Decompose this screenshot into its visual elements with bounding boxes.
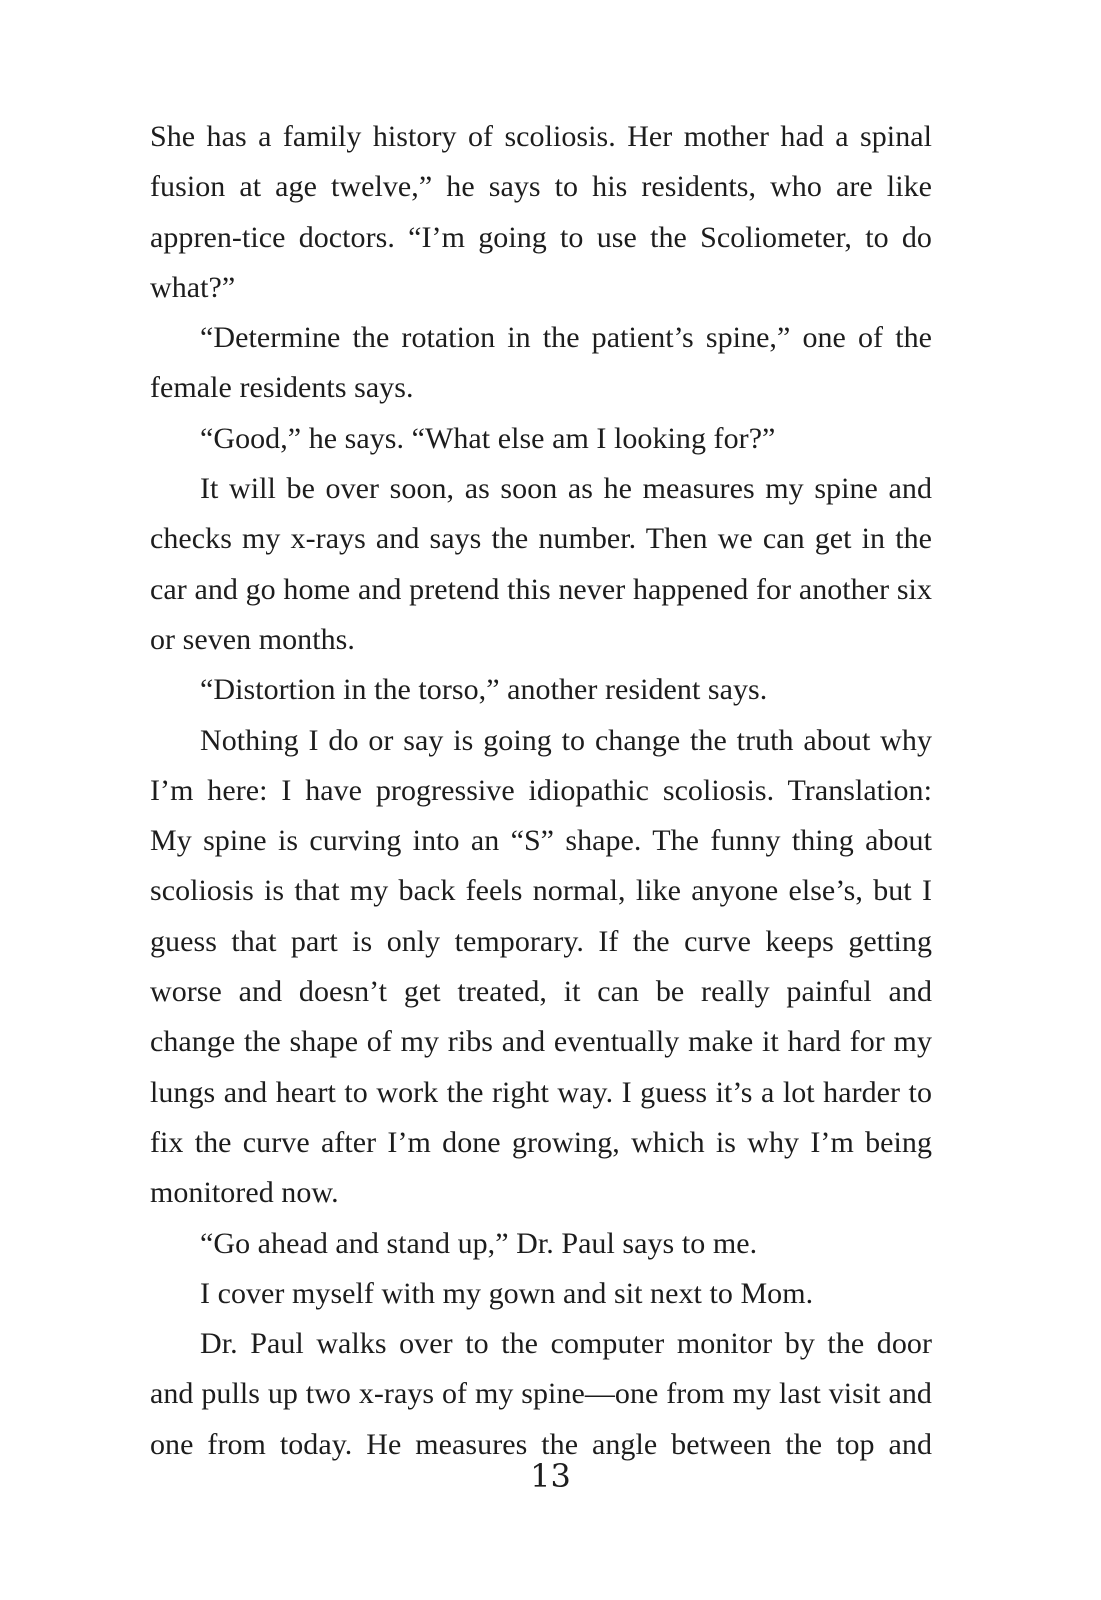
paragraph: I cover myself with my gown and sit next to Mom. — [200, 1276, 814, 1310]
paragraph: It will be over soon, as soon as he measures my spine and checks my x-rays and says the number. Then we can get in the car and go home and pretend this never happened for another six or seven months. — [150, 472, 932, 656]
paragraph: “Good,” he says. “What else am I looking for?” — [200, 421, 776, 455]
paragraph: Dr. Paul walks over to the computer monitor by the door and pulls up two x-rays of my spine—one from my last visit and one from today. He measures the angle between the top and — [150, 1327, 932, 1461]
paragraph: Nothing I do or say is going to change the truth about why I’m here: I have progressive idiopathic scoliosis. Translation: My spine is curving into an “S” shape. The funny thing about scoliosis is that my back feels normal, like anyone else’s, but I guess that part is only temporary. If the curve keeps getting worse and doesn’t get treated, it can be really painful and change the shape of my ribs and eventually make it hard for my lungs and heart to work the right way. I guess it’s a lot harder to fix the curve after I’m done growing, which is why I’m being monitored now. — [150, 723, 932, 1210]
body-text — [150, 112, 932, 1470]
paragraph: “Determine the rotation in the patient’s spine,” one of the female residents says. — [150, 321, 932, 405]
paragraph: “Go ahead and stand up,” Dr. Paul says to me. — [200, 1226, 758, 1260]
paragraph: “Distortion in the torso,” another resident says. — [200, 673, 768, 707]
page-number: 13 — [530, 1457, 571, 1495]
paragraph: She has a family history of scoliosis. Her mother had a spinal fusion at age twelve,” he says to his residents, who are like appren-tice doctors. “I’m going to use the Scoliometer, to do what?” — [150, 120, 932, 304]
